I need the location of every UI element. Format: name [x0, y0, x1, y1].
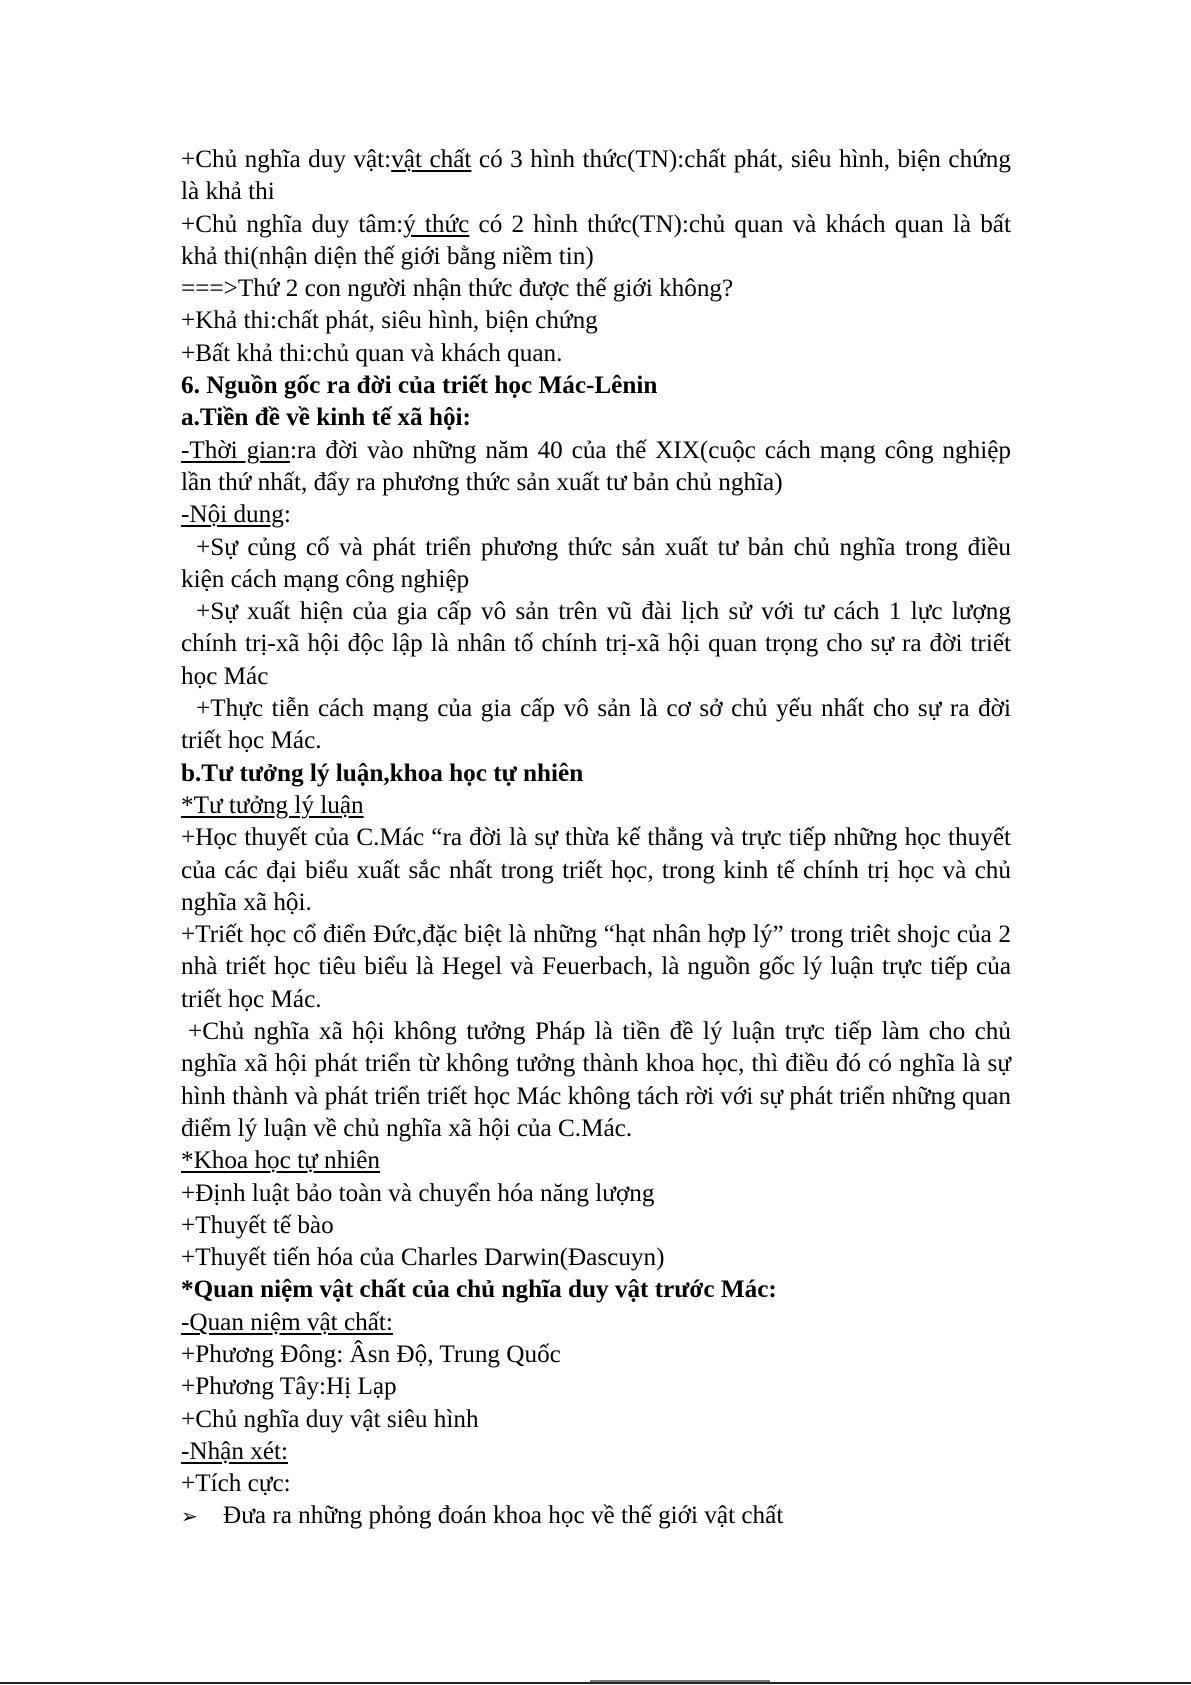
text-line — [181, 790, 1011, 822]
subsection-heading: b.Tư tưởng lý luận,khoa học tự nhiên — [181, 759, 584, 787]
text: : — [283, 501, 291, 529]
text: +Chủ nghĩa duy tâm: — [181, 210, 404, 238]
text-line: +Thuyết tiến hóa của Charles Darwin(Đascuyn) — [181, 1244, 665, 1272]
underlined-heading: -Quan niệm vật chất: — [181, 1308, 393, 1336]
text-line: ===>Thứ 2 con người nhận thức được thế giới không? — [181, 275, 734, 303]
text-line: +Định luật bảo toàn và chuyển hóa năng lượng — [181, 1179, 655, 1207]
text-line: +Bất khả thi:chủ quan và khách quan. — [181, 339, 563, 367]
page-bottom-mark — [590, 1680, 770, 1682]
text-line: +Thuyết tế bào — [181, 1211, 334, 1239]
section-heading: *Quan niệm vật chất của chủ nghĩa duy vật trước Mác: — [181, 1276, 777, 1304]
underlined-term: -Nội dung — [181, 501, 284, 529]
text: có 2 hình thức(TN):chủ quan và khách quan là bất khả thi(nhận diện thế giới bằng niềm tin) — [181, 210, 1011, 270]
text-line: +Khả thi:chất phát, siêu hình, biện chứng — [181, 307, 598, 335]
paragraph-materialism — [181, 144, 1011, 209]
text-line: +Chủ nghĩa duy vật siêu hình — [181, 1405, 479, 1433]
subsection-heading: a.Tiền đề về kinh tế xã hội: — [181, 404, 471, 432]
paragraph-content-1: +Sự củng cố và phát triển phương thức sản xuất tư bản chủ nghĩa trong điều kiện cách mạng công nghiệp — [181, 533, 1011, 593]
underlined-term: vật chất — [391, 146, 472, 173]
paragraph-time — [181, 435, 1011, 500]
bullet-item — [181, 1500, 1011, 1532]
underlined-term: ý thức — [403, 210, 470, 238]
paragraph-theory-3: +Chủ nghĩa xã hội không tưởng Pháp là tiền đề lý luận trực tiếp làm cho chủ nghĩa xã hội phát triển từ không tưởng thành khoa học, thì điều đó có nghĩa là sự hình thành và phát triển triết học Mác không tách rời với sự phát triển những quan điểm lý luận về chủ nghĩa xã hội của C.Mác. — [181, 1018, 1011, 1142]
bullet-text: Đưa ra những phỏng đoán khoa học về thế giới vật chất — [223, 1502, 784, 1530]
underlined-heading: *Khoa học tự nhiên — [181, 1147, 381, 1175]
underlined-term: -Thời gian — [181, 436, 290, 464]
page-bottom-rule — [0, 1682, 1191, 1684]
paragraph-content-3: +Thực tiễn cách mạng của gia cấp vô sản là cơ sở chủ yếu nhất cho sự ra đời triết học Mác. — [181, 695, 1011, 755]
paragraph-idealism — [181, 209, 1011, 274]
text: +Chủ nghĩa duy vật: — [181, 146, 392, 173]
arrow-bullet-icon: ➢ — [181, 1504, 198, 1529]
paragraph-theory-2: +Triết học cổ điển Đức,đặc biệt là những “hạt nhân hợp lý” trong triêt shojc của 2 nhà triết học tiêu biểu là Hegel và Feuerbach, là nguồn gốc lý luận trực tiếp của triết học Mác. — [181, 921, 1011, 1013]
underlined-heading: -Nhận xét: — [181, 1437, 289, 1465]
text-line: +Tích cực: — [181, 1470, 291, 1498]
paragraph-theory-1: +Học thuyết của C.Mác “ra đời là sự thừa kế thẳng và trực tiếp những học thuyết của các đại biểu xuất sắc nhất trong triết học, trong kinh tế chính trị học và chủ nghĩa xã hội. — [181, 824, 1011, 916]
text-line — [181, 1436, 1011, 1468]
underlined-heading: *Tư tưởng lý luận — [181, 791, 364, 819]
text-line: +Phương Tây:Hị Lạp — [181, 1373, 397, 1401]
text: :ra đời vào những năm 40 của thế XIX(cuộc cách mạng công nghiệp lần thứ nhất, đẩy ra phương thức sản xuất tư bản chủ nghĩa) — [181, 436, 1011, 496]
section-heading: 6. Nguồn gốc ra đời của triết học Mác-Lênin — [181, 372, 658, 400]
text-line — [181, 499, 1011, 531]
text-line — [181, 1145, 1011, 1177]
text-line — [181, 1307, 1011, 1339]
paragraph-content-2: +Sự xuất hiện của gia cấp vô sản trên vũ đài lịch sử với tư cách 1 lực lượng chính trị-xã hội độc lập là nhân tố chính trị-xã hội quan trọng cho sự ra đời triết học Mác — [181, 598, 1011, 690]
text-line: +Phương Đông: Âsn Độ, Trung Quốc — [181, 1340, 561, 1368]
document-body — [181, 144, 1011, 1533]
text: có 3 hình thức(TN):chất phát, siêu hình, biện chứng là khả thi — [181, 146, 1011, 206]
